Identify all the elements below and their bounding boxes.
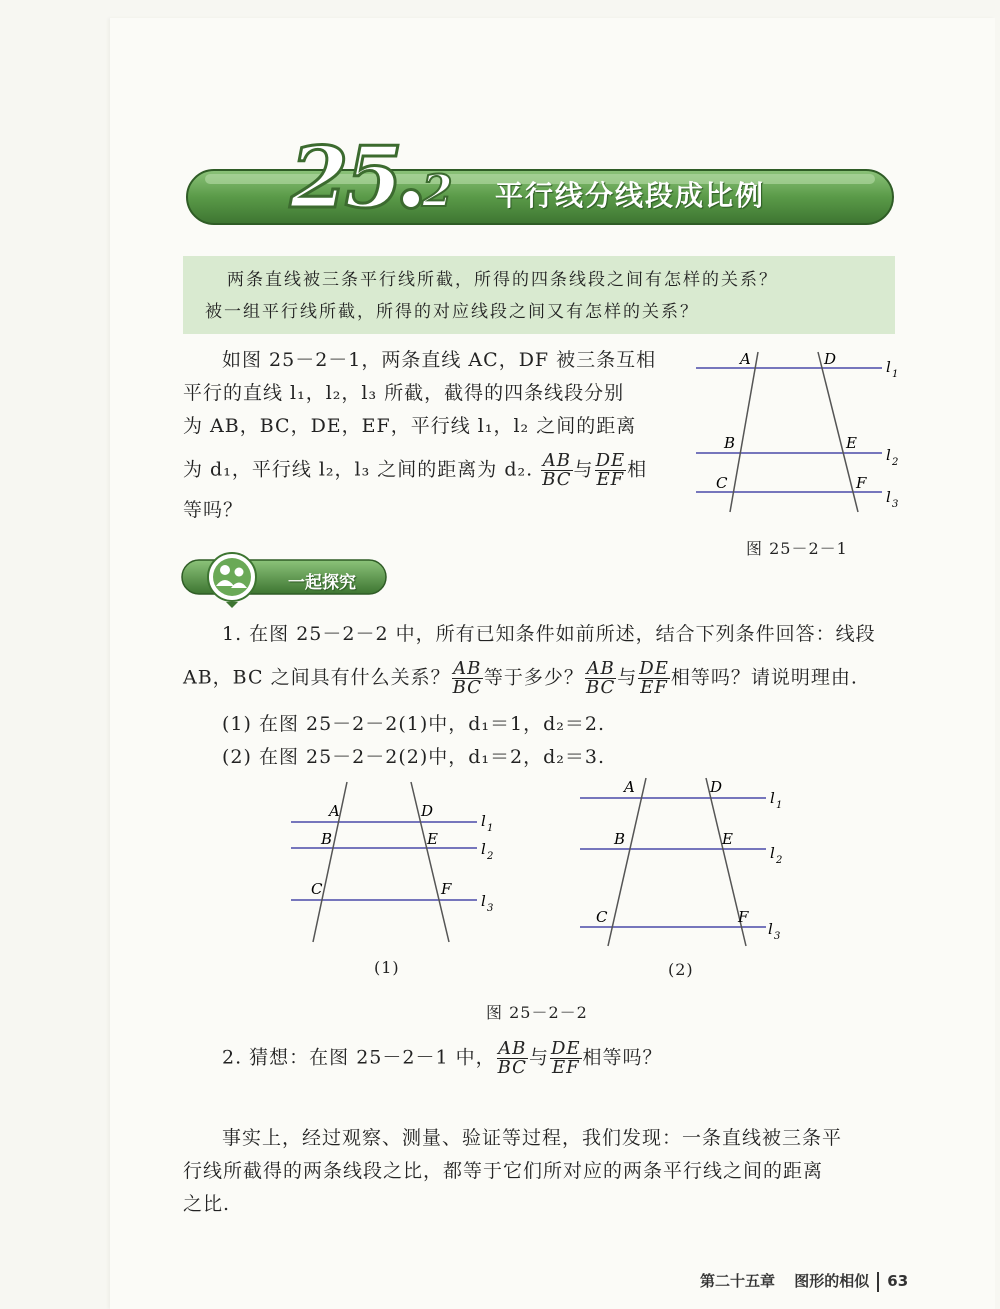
label-B: B	[614, 830, 626, 848]
label-A: A	[740, 350, 751, 368]
intro-line-2: 平行的直线 l₁，l₂，l₃ 所截，截得的四条线段分别	[183, 382, 625, 404]
explore-badge	[180, 550, 390, 612]
frac-den: EF	[551, 1057, 580, 1078]
transversal-ac	[730, 352, 758, 512]
frac-num: AB	[586, 658, 615, 679]
figure-25-2-2-1	[285, 778, 505, 948]
frac-den: BC	[542, 469, 572, 490]
label-l1-sub: 1	[892, 369, 899, 380]
label-E: E	[846, 434, 857, 452]
explore-label: 一起探究	[288, 573, 356, 593]
label-l1-sub: 1	[487, 823, 494, 834]
label-l3: l	[768, 920, 773, 938]
label-E: E	[722, 830, 733, 848]
person-icon-head-2	[235, 568, 244, 577]
frac-num: DE	[639, 658, 669, 679]
label-l2: l	[481, 840, 486, 858]
q2-text-c: 相等吗？	[582, 1046, 663, 1069]
frac-den: BC	[497, 1057, 527, 1078]
label-F: F	[738, 908, 749, 926]
intro-line-4-text: 为 d₁，平行线 l₂，l₃ 之间的距离为 d₂.	[183, 458, 534, 481]
label-C: C	[311, 880, 323, 898]
label-F: F	[856, 474, 867, 492]
label-l2-sub: 2	[892, 457, 899, 468]
intro-line-3: 为 AB，BC，DE，EF，平行线 l₁，l₂ 之间的距离	[183, 415, 637, 437]
intro-xiang: 相	[627, 458, 648, 481]
figure-sub-1: (1)	[374, 958, 400, 977]
section-number-dot	[400, 188, 422, 210]
transversal-df	[818, 352, 858, 512]
label-D: D	[824, 350, 837, 368]
frac-num: AB	[453, 658, 482, 679]
frac-den: BC	[585, 677, 616, 698]
conclusion-line-1: 事实上，经过观察、测量、验证等过程，我们发现：一条直线被三条平	[222, 1127, 843, 1149]
fraction-de-ef	[638, 660, 670, 697]
label-l1: l	[770, 789, 775, 807]
label-A: A	[624, 778, 635, 796]
chevron-down-icon	[226, 602, 238, 608]
fraction-ab-bc	[452, 660, 483, 697]
frac-den: BC	[452, 677, 482, 698]
intro-line-5: 等吗？	[183, 499, 244, 521]
label-A: A	[329, 802, 340, 820]
figure-25-2-1	[690, 340, 910, 530]
figure-25-2-1-caption: 图 25－2－1	[746, 539, 848, 558]
section-number-minor: 2	[422, 166, 453, 217]
label-l1-sub: 1	[776, 800, 783, 811]
label-l2-sub: 2	[776, 855, 783, 866]
question-box	[183, 256, 895, 334]
frac-den: EF	[596, 469, 625, 490]
q2-text-a: 2. 猜想：在图 25－2－1 中，	[222, 1046, 496, 1069]
frac-num: AB	[498, 1038, 527, 1059]
q2-text-b: 与	[528, 1046, 549, 1069]
label-F: F	[441, 880, 452, 898]
intro-line-4	[183, 452, 647, 489]
label-l1: l	[481, 812, 486, 830]
intro-and: 与	[573, 458, 594, 481]
question-line-2: 被一组平行线所截，所得的对应线段之间又有怎样的关系？	[205, 302, 699, 322]
q2-line	[222, 1040, 663, 1077]
label-l2: l	[886, 446, 891, 464]
fraction-de-ef	[550, 1040, 582, 1077]
intro-line-1: 如图 25－2－1，两条直线 AC，DF 被三条互相	[222, 349, 657, 371]
frac-den: EF	[640, 677, 668, 698]
frac-num: DE	[595, 450, 626, 471]
footer-divider	[877, 1272, 879, 1292]
label-D: D	[421, 802, 434, 820]
label-B: B	[321, 830, 333, 848]
figure-sub-2: (2)	[668, 960, 694, 979]
footer-chapter: 第二十五章	[700, 1272, 776, 1290]
q1-text-c: 与	[617, 666, 638, 689]
footer-topic: 图形的相似	[794, 1272, 870, 1290]
conclusion-line-3: 之比.	[183, 1193, 231, 1215]
frac-num: AB	[542, 450, 571, 471]
fraction-de-ef	[595, 452, 627, 489]
figure-25-2-2-caption: 图 25－2－2	[486, 1003, 588, 1022]
label-l3-sub: 3	[892, 499, 899, 510]
label-l2-sub: 2	[487, 851, 494, 862]
q1-text-b: 等于多少？	[483, 666, 584, 689]
label-E: E	[427, 830, 438, 848]
page-number: 63	[887, 1272, 909, 1290]
fraction-ab-bc	[541, 452, 572, 489]
label-D: D	[710, 778, 723, 796]
label-l1: l	[886, 358, 891, 376]
section-number-major: 25	[290, 128, 399, 227]
label-l3-sub: 3	[487, 903, 494, 914]
condition-1: (1) 在图 25－2－2(1)中，d₁＝1，d₂＝2.	[222, 713, 606, 735]
question-line-1: 两条直线被三条平行线所截，所得的四条线段之间有怎样的关系？	[227, 270, 778, 290]
label-l3: l	[481, 892, 486, 910]
condition-2: (2) 在图 25－2－2(2)中，d₁＝2，d₂＝3.	[222, 746, 606, 768]
conclusion-line-2: 行线所截得的两条线段之比，都等于它们所对应的两条平行线之间的距离	[183, 1160, 824, 1182]
label-C: C	[596, 908, 608, 926]
q1-line-1: 1. 在图 25－2－2 中，所有已知条件如前所述，结合下列条件回答：线段	[222, 623, 876, 645]
label-C: C	[716, 474, 728, 492]
fraction-ab-bc	[497, 1040, 528, 1077]
q1-line-2	[183, 660, 858, 697]
label-l3: l	[886, 488, 891, 506]
label-l3-sub: 3	[774, 931, 781, 942]
label-l2: l	[770, 844, 775, 862]
figure-25-2-2-2	[574, 772, 794, 952]
q1-text-d: 相等吗？请说明理由.	[670, 666, 858, 689]
person-icon-head-1	[220, 565, 230, 575]
page-footer	[700, 1270, 908, 1292]
frac-num: DE	[550, 1038, 581, 1059]
fraction-ab-bc	[585, 660, 616, 697]
q1-text-a: AB，BC 之间具有什么关系？	[183, 666, 451, 689]
label-B: B	[724, 434, 736, 452]
section-title: 平行线分线段成比例	[495, 179, 766, 212]
